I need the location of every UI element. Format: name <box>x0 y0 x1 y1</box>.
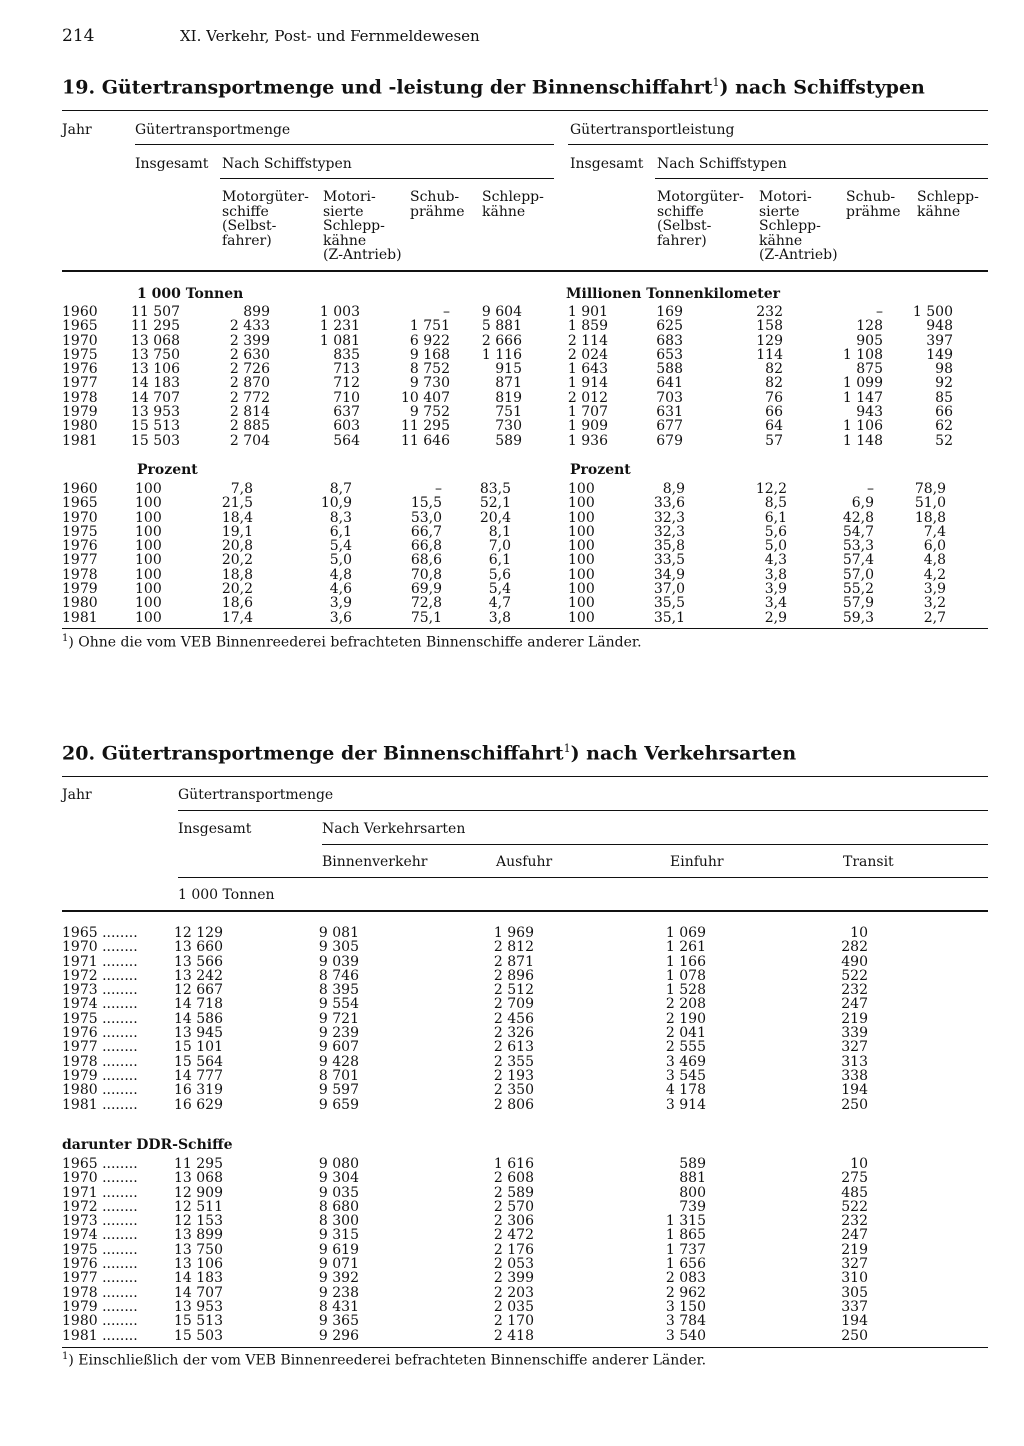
data-column: 1 069 1 261 1 166 1 078 1 528 2 208 2 190 2 041 2 555 3 469 3 545 4 178 3 914 <box>665 925 706 1113</box>
col-header-insgesamt: Insgesamt <box>135 156 209 172</box>
data-column: – 128 905 1 108 875 1 099 1 147 943 1 106 1 148 <box>842 304 883 449</box>
running-header <box>62 26 480 46</box>
col-header-insgesamt: Insgesamt <box>178 821 252 837</box>
data-column: – 6,9 42,8 54,7 53,3 57,4 57,0 55,2 57,9 59,3 <box>842 481 874 626</box>
rule <box>220 178 554 179</box>
col-header-motorgueterschiffe: Motorgüter- schiffe (Selbst- fahrer) <box>657 189 744 249</box>
col-header-insgesamt: Insgesamt <box>570 156 644 172</box>
data-column: 232 158 129 114 82 82 76 66 64 57 <box>756 304 783 449</box>
data-column: 83,5 52,1 20,4 8,1 7,0 6,1 5,6 5,4 4,7 3,8 <box>479 481 511 626</box>
col-header-menge: Gütertransportmenge <box>135 122 291 138</box>
col-header-binnenverkehr: Binnenverkehr <box>322 854 428 870</box>
table-19-title: 19. Gütertransportmenge und -leistung der Binnenschiffahrt$^1$) nach Schiffstypen <box>62 76 925 99</box>
data-column: 11 507 11 295 13 068 13 750 13 106 14 183 14 707 13 953 15 513 15 503 <box>131 304 180 449</box>
rule <box>178 810 988 811</box>
year-column: 1960 1965 1970 1975 1976 1977 1978 1979 1980 1981 <box>62 304 98 449</box>
unit-label: Prozent <box>570 462 631 478</box>
data-column: 8,9 33,6 32,3 32,3 35,8 33,5 34,9 37,0 35,5 35,1 <box>653 481 685 626</box>
col-header-motorisierte-schleppkaehne: Motori- sierte Schlepp- kähne (Z-Antrieb) <box>323 189 402 263</box>
data-column: 100 100 100 100 100 100 100 100 100 100 <box>135 481 162 626</box>
data-column: 9 604 5 881 2 666 1 116 915 871 819 751 730 589 <box>481 304 522 449</box>
data-column: 899 2 433 2 399 2 630 2 726 2 870 2 772 2 814 2 885 2 704 <box>229 304 270 449</box>
data-column: 100 100 100 100 100 100 100 100 100 100 <box>568 481 595 626</box>
data-column: – 15,5 53,0 66,7 66,8 68,6 70,8 69,9 72,8 75,1 <box>410 481 442 626</box>
data-column: 1 003 1 231 1 081 835 713 712 710 637 603 564 <box>319 304 360 449</box>
col-header-einfuhr: Einfuhr <box>670 854 724 870</box>
data-column: 9 080 9 304 9 035 8 680 8 300 9 315 9 619 9 071 9 392 9 238 8 431 9 365 9 296 <box>318 1156 359 1344</box>
rule <box>178 877 988 878</box>
data-column: 1 969 2 812 2 871 2 896 2 512 2 709 2 456 2 326 2 613 2 355 2 193 2 350 2 806 <box>493 925 534 1113</box>
data-column: 78,9 51,0 18,8 7,4 6,0 4,8 4,2 3,9 3,2 2,7 <box>914 481 946 626</box>
year-column: 1960 1965 1970 1975 1976 1977 1978 1979 1980 1981 <box>62 481 98 626</box>
data-column: 10 275 485 522 232 247 219 327 310 305 337 194 250 <box>841 1156 868 1344</box>
rule <box>62 628 988 629</box>
col-header-motorgueterschiffe: Motorgüter- schiffe (Selbst- fahrer) <box>222 189 309 249</box>
data-column: 10 282 490 522 232 247 219 339 327 313 338 194 250 <box>841 925 868 1113</box>
data-column: 12 129 13 660 13 566 13 242 12 667 14 718 14 586 13 945 15 101 15 564 14 777 16 319 16 629 <box>174 925 223 1113</box>
data-column: – 1 751 6 922 9 168 8 752 9 730 10 407 9 752 11 295 11 646 <box>401 304 450 449</box>
col-header-schleppkaehne: Schlepp- kähne <box>917 189 979 220</box>
col-header-transit: Transit <box>843 854 894 870</box>
unit-label: Prozent <box>137 462 198 478</box>
col-header-ausfuhr: Ausfuhr <box>496 854 553 870</box>
data-column: 11 295 13 068 12 909 12 511 12 153 13 899 13 750 13 106 14 183 14 707 13 953 15 513 15 503 <box>174 1156 223 1344</box>
year-column: 1965 ........ 1970 ........ 1971 ........ 1972 ........ 1973 ........ 1974 ........ 1975 ........ 1976 ........ 1977 ........ 1978 ........ 1979 ........ 1980 ........ 1981 ........ <box>62 925 138 1113</box>
rule <box>62 1347 988 1348</box>
rule <box>62 776 988 777</box>
col-header-motorisierte-schleppkaehne: Motori- sierte Schlepp- kähne (Z-Antrieb) <box>759 189 838 263</box>
col-header-nach-schiffstypen: Nach Schiffstypen <box>222 156 352 172</box>
table-20-title: 20. Gütertransportmenge der Binnenschiffahrt$^1$) nach Verkehrsarten <box>62 742 797 765</box>
rule <box>568 144 988 145</box>
col-header-jahr: Jahr <box>62 787 92 803</box>
col-header-menge: Gütertransportmenge <box>178 787 334 803</box>
data-column: 12,2 8,5 6,1 5,6 5,0 4,3 3,8 3,9 3,4 2,9 <box>755 481 787 626</box>
rule <box>62 910 988 912</box>
year-column: 1965 ........ 1970 ........ 1971 ........ 1972 ........ 1973 ........ 1974 ........ 1975 ........ 1976 ........ 1977 ........ 1978 ........ 1979 ........ 1980 ........ 1981 ........ <box>62 1156 138 1344</box>
data-column: 7,8 21,5 18,4 19,1 20,8 20,2 18,8 20,2 18,6 17,4 <box>221 481 253 626</box>
unit-label: 1 000 Tonnen <box>178 887 275 903</box>
rule <box>135 144 554 145</box>
rule <box>655 178 988 179</box>
col-header-jahr: Jahr <box>62 122 92 138</box>
rule <box>62 270 988 272</box>
col-header-nach-verkehrsarten: Nach Verkehrsarten <box>322 821 466 837</box>
data-column: 8,7 10,9 8,3 6,1 5,4 5,0 4,8 4,6 3,9 3,6 <box>320 481 352 626</box>
subsection-label: darunter DDR-Schiffe <box>62 1137 233 1153</box>
data-column: 1 616 2 608 2 589 2 570 2 306 2 472 2 176 2 053 2 399 2 203 2 035 2 170 2 418 <box>493 1156 534 1344</box>
chapter-title: XI. Verkehr, Post- und Fernmeldewesen <box>180 27 480 45</box>
data-column: 9 081 9 305 9 039 8 746 8 395 9 554 9 721 9 239 9 607 9 428 8 701 9 597 9 659 <box>318 925 359 1113</box>
unit-label: 1 000 Tonnen <box>137 286 244 302</box>
rule <box>62 110 988 111</box>
data-column: 1 500 948 397 149 98 92 85 66 62 52 <box>912 304 953 449</box>
unit-label: Millionen Tonnenkilometer <box>566 286 780 302</box>
footnote: $^1$) Ohne die vom VEB Binnenreederei befrachteten Binnenschiffe anderer Länder. <box>62 633 642 651</box>
col-header-schleppkaehne: Schlepp- kähne <box>482 189 544 220</box>
col-header-schubpraehme: Schub- prähme <box>846 189 901 220</box>
rule <box>322 844 988 845</box>
page-number: 214 <box>62 26 95 46</box>
footnote: $^1$) Einschließlich der vom VEB Binnenreederei befrachteten Binnenschiffe anderer Länder. <box>62 1351 707 1369</box>
col-header-nach-schiffstypen: Nach Schiffstypen <box>657 156 787 172</box>
data-column: 169 625 683 653 588 641 703 631 677 679 <box>656 304 683 449</box>
col-header-leistung: Gütertransportleistung <box>570 122 735 138</box>
data-column: 589 881 800 739 1 315 1 865 1 737 1 656 2 083 2 962 3 150 3 784 3 540 <box>665 1156 706 1344</box>
col-header-schubpraehme: Schub- prähme <box>410 189 465 220</box>
data-column: 1 901 1 859 2 114 2 024 1 643 1 914 2 012 1 707 1 909 1 936 <box>567 304 608 449</box>
